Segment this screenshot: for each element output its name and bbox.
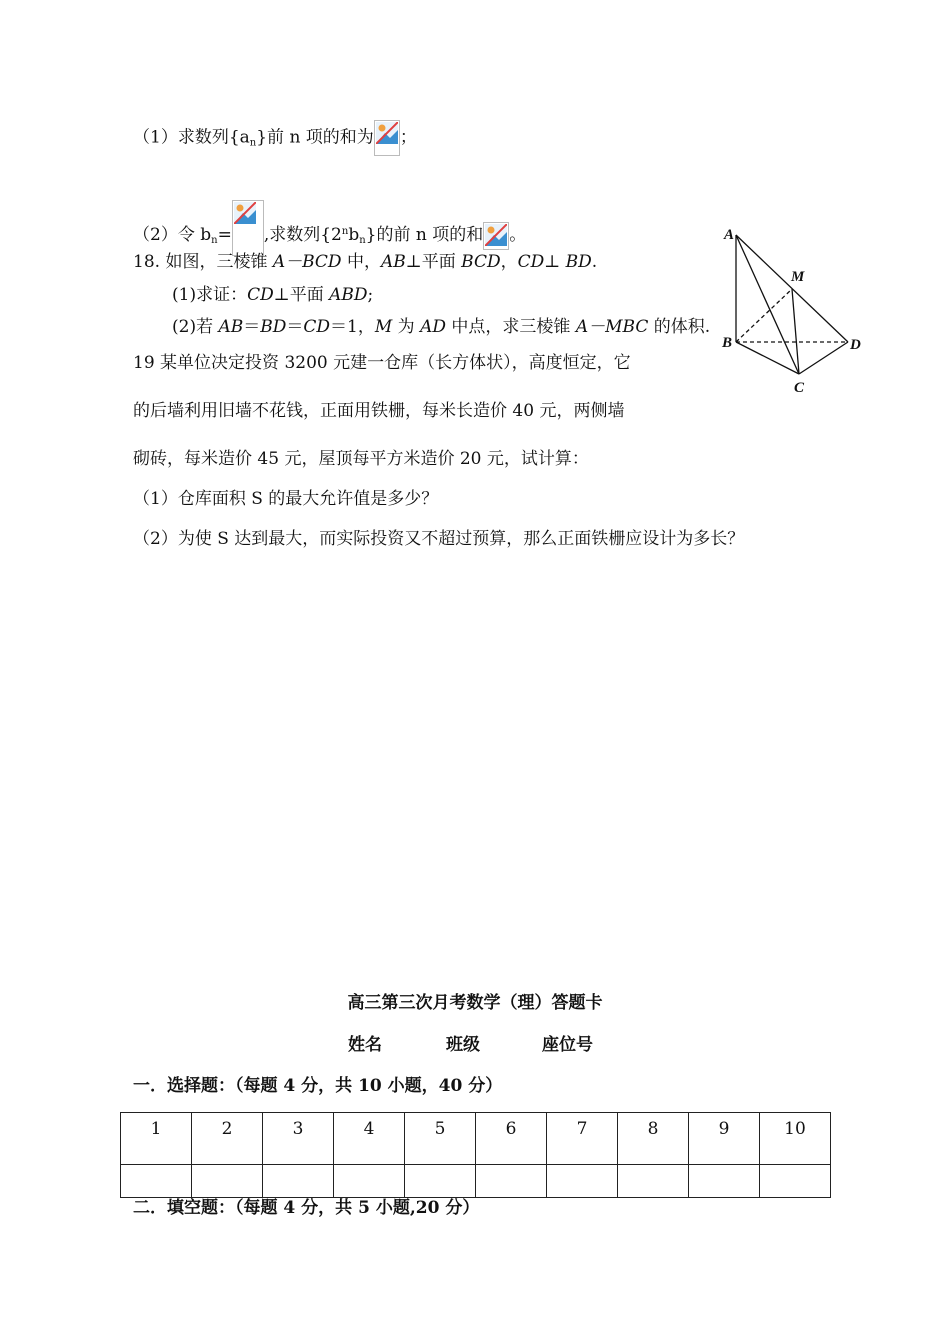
edge-BC xyxy=(736,342,799,374)
column-header: 4 xyxy=(334,1113,405,1165)
seat-label: 座位号 xyxy=(542,1035,593,1055)
class-label: 班级 xyxy=(446,1035,480,1055)
column-header: 5 xyxy=(405,1113,476,1165)
answer-cell[interactable] xyxy=(263,1165,334,1198)
column-header: 3 xyxy=(263,1113,334,1165)
column-header: 7 xyxy=(547,1113,618,1165)
answer-cell[interactable] xyxy=(334,1165,405,1198)
label-A: A xyxy=(724,227,735,243)
q17-part1: （1）求数列$\{a_n\}$前 n 项的和为 ； xyxy=(133,120,417,156)
formula-image-icon xyxy=(232,200,264,256)
answer-cell[interactable] xyxy=(760,1165,831,1198)
column-header: 6 xyxy=(476,1113,547,1165)
column-header: 1 xyxy=(121,1113,192,1165)
pyramid-figure xyxy=(718,222,868,402)
column-header: 9 xyxy=(689,1113,760,1165)
q19-part2: （2）为使 S 达到最大，而实际投资又不超过预算，那么正面铁栅应设计为多长？ xyxy=(133,529,745,549)
q19-line2: 的后墙利用旧墙不花钱，正面用铁栅，每米长造价 40 元，两侧墙 xyxy=(133,401,625,421)
name-label: 姓名 xyxy=(348,1035,382,1055)
table-header-row xyxy=(121,1113,831,1165)
answer-cell[interactable] xyxy=(476,1165,547,1198)
label-B: B xyxy=(722,335,733,351)
formula-image-icon xyxy=(483,222,509,250)
choice-answer-table xyxy=(120,1112,831,1198)
q18-stem: 18. 如图，三棱锥 A－BCD 中，AB⊥平面 BCD，CD⊥ BD. xyxy=(133,252,598,272)
edge-CD xyxy=(799,342,848,374)
label-D: D xyxy=(850,337,861,353)
q19-part1: （1）仓库面积 S 的最大允许值是多少？ xyxy=(133,489,439,509)
answer-cell[interactable] xyxy=(192,1165,263,1198)
section-fill-heading: 二．填空题：（每题 4 分，共 5 小题,20 分） xyxy=(133,1198,480,1218)
answer-row xyxy=(121,1165,831,1198)
answer-cell[interactable] xyxy=(618,1165,689,1198)
q19-line1: 19 某单位决定投资 3200 元建一仓库（长方体状），高度恒定，它 xyxy=(133,353,631,373)
formula-image-icon xyxy=(374,120,400,156)
answer-cell[interactable] xyxy=(121,1165,192,1198)
q18-part2: (2)若 AB＝BD＝CD＝1，M 为 AD 中点，求三棱锥 A－MBC 的体积. xyxy=(172,317,711,337)
label-M: M xyxy=(791,269,805,285)
q19-line3: 砌砖，每米造价 45 元，屋顶每平方米造价 20 元，试计算： xyxy=(133,449,589,469)
column-header: 2 xyxy=(192,1113,263,1165)
section-choice-heading: 一．选择题：（每题 4 分，共 10 小题，40 分） xyxy=(133,1076,503,1096)
column-header: 10 xyxy=(760,1113,831,1165)
column-header: 8 xyxy=(618,1113,689,1165)
answer-cell[interactable] xyxy=(689,1165,760,1198)
edge-AC xyxy=(736,235,799,374)
q17-part2: （2）令 $b_n=$ ,求数列$\{2^nb_n\}$的前 n 项的和 。 xyxy=(133,200,526,256)
answer-card-title: 高三第三次月考数学（理）答题卡 xyxy=(347,993,603,1013)
answer-cell[interactable] xyxy=(405,1165,476,1198)
q18-part1: (1)求证：CD⊥平面 ABD; xyxy=(172,285,374,305)
label-C: C xyxy=(794,380,805,396)
answer-cell[interactable] xyxy=(547,1165,618,1198)
